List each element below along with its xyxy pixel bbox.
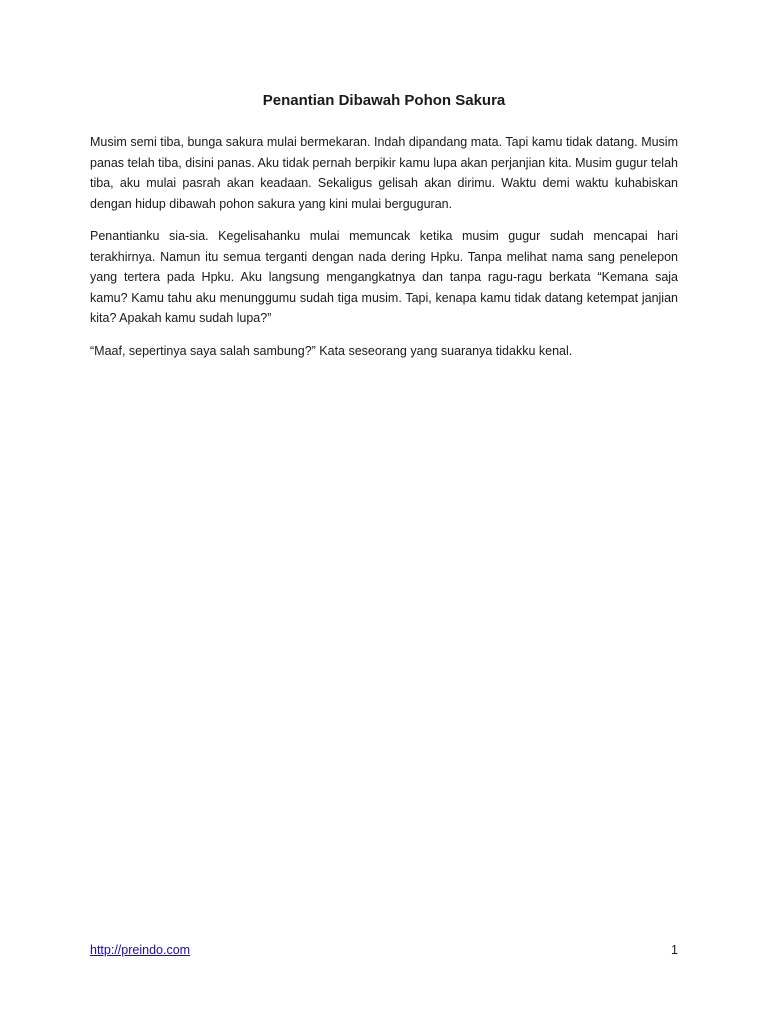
page-footer bbox=[90, 943, 678, 961]
paragraph-2: Penantianku sia-sia. Kegelisahanku mulai memuncak ketika musim gugur sudah mencapai hari terakhirnya. Namun itu semua terganti dengan nada dering Hpku. Tanpa melihat nama sang penelepon yang tertera pada Hpku. Aku langsung mengangkatnya dan tanpa ragu-ragu berkata “Kemana saja kamu? Kamu tahu aku menunggumu sudah tiga musim. Tapi, kenapa kamu tidak datang ketempat janjian kita? Apakah kamu sudah lupa?” bbox=[90, 229, 678, 325]
paragraph-1: Musim semi tiba, bunga sakura mulai bermekaran. Indah dipandang mata. Tapi kamu tidak datang. Musim panas telah tiba, disini panas. Aku tidak pernah berpikir kamu lupa akan perjanjian kita. Musim gugur telah tiba, aku mulai pasrah akan keadaan. Sekaligus gelisah akan dirimu. Waktu demi waktu kuhabiskan dengan hidup dibawah pohon sakura yang kini mulai berguguran. bbox=[90, 135, 678, 211]
paragraph-3: “Maaf, sepertinya saya salah sambung?” Kata seseorang yang suaranya tidakku kenal. bbox=[90, 343, 573, 358]
document-title: Penantian Dibawah Pohon Sakura bbox=[262, 92, 506, 109]
document-body bbox=[90, 132, 678, 373]
page-number: 1 bbox=[671, 943, 678, 957]
footer-website-link[interactable]: http://preindo.com bbox=[90, 943, 191, 957]
